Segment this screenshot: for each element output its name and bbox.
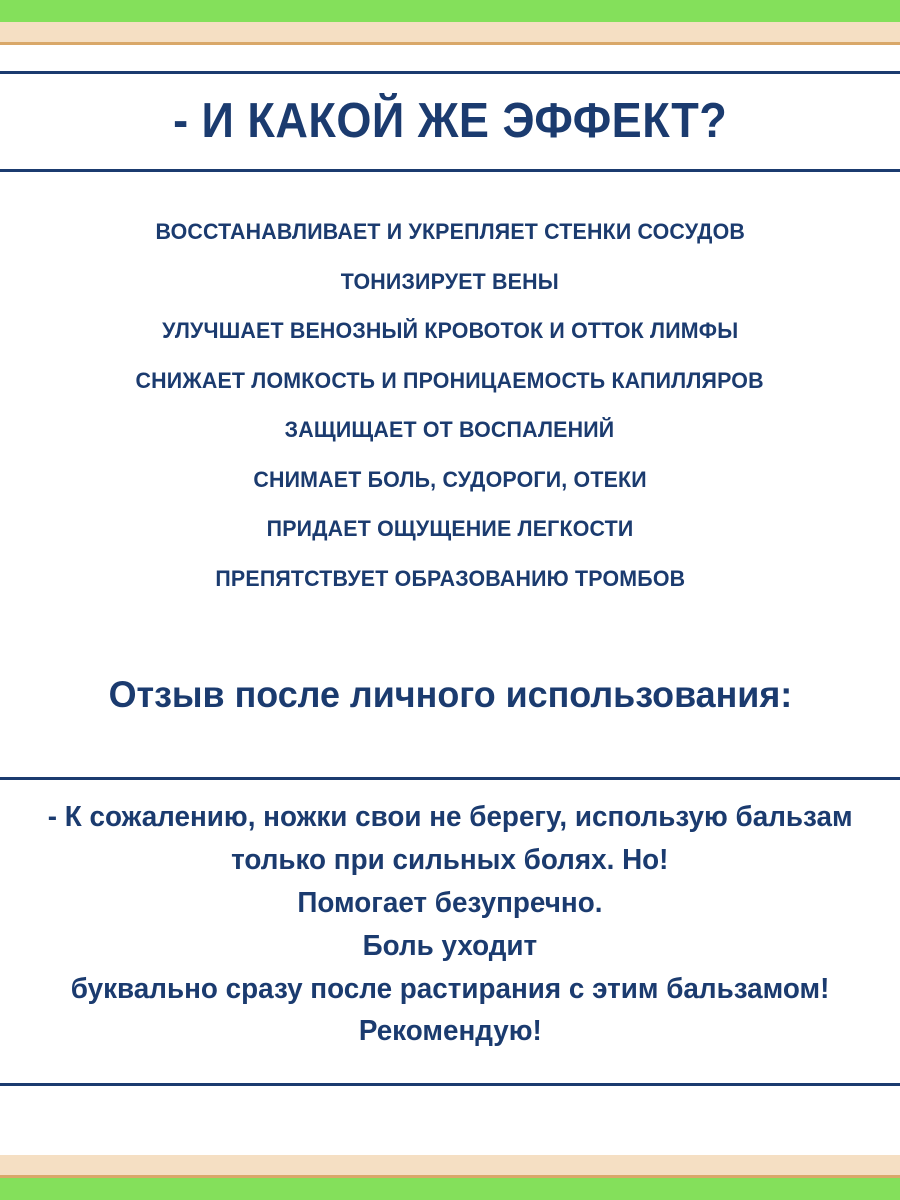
page-title: - И КАКОЙ ЖЕ ЭФФЕКТ? <box>172 94 728 148</box>
list-item: ПРИДАЕТ ОЩУЩЕНИЕ ЛЕГКОСТИ <box>266 516 634 541</box>
list-item: ВОССТАНАВЛИВАЕТ И УКРЕПЛЯЕТ СТЕНКИ СОСУДОВ <box>155 219 745 244</box>
list-item: ЗАЩИЩАЕТ ОТ ВОСПАЛЕНИЙ <box>285 417 615 442</box>
gap-above-testimonial-rule <box>0 743 900 777</box>
bottom-green-band <box>0 1178 900 1200</box>
testimonial-line: буквально сразу после растирания с этим бальзамом! <box>70 972 830 1005</box>
bottom-white-gap <box>0 1086 900 1155</box>
top-green-band <box>0 0 900 22</box>
title-zone <box>0 74 900 169</box>
testimonial-line: Рекомендую! <box>358 1015 542 1048</box>
section-subheading: Отзыв после личного использования: <box>108 673 792 715</box>
gap-below-testimonial <box>0 1049 900 1083</box>
testimonial-line: Боль уходит <box>362 929 538 962</box>
list-item: ТОНИЗИРУЕТ ВЕНЫ <box>340 268 560 294</box>
list-item: СНИЖАЕТ ЛОМКОСТЬ И ПРОНИЦАЕМОСТЬ КАПИЛЛЯРОВ <box>135 367 765 393</box>
top-beige-band <box>0 22 900 45</box>
list-item: УЛУЧШАЕТ ВЕНОЗНЫЙ КРОВОТОК И ОТТОК ЛИМФЫ <box>161 318 739 343</box>
list-item: ПРЕПЯТСТВУЕТ ОБРАЗОВАНИЮ ТРОМБОВ <box>215 565 685 591</box>
bottom-beige-band <box>0 1155 900 1178</box>
testimonial-line: только при сильных болях. Но! <box>231 844 669 877</box>
testimonial-line: - К сожалению, ножки свои не берегу, использую бальзам <box>47 801 853 834</box>
testimonial-block <box>0 780 900 1049</box>
top-white-gap <box>0 45 900 71</box>
subheading-zone <box>0 590 900 743</box>
benefits-list <box>0 172 900 590</box>
list-item: СНИМАЕТ БОЛЬ, СУДОРОГИ, ОТЕКИ <box>253 466 647 492</box>
testimonial-line: Помогает безупречно. <box>297 886 603 919</box>
